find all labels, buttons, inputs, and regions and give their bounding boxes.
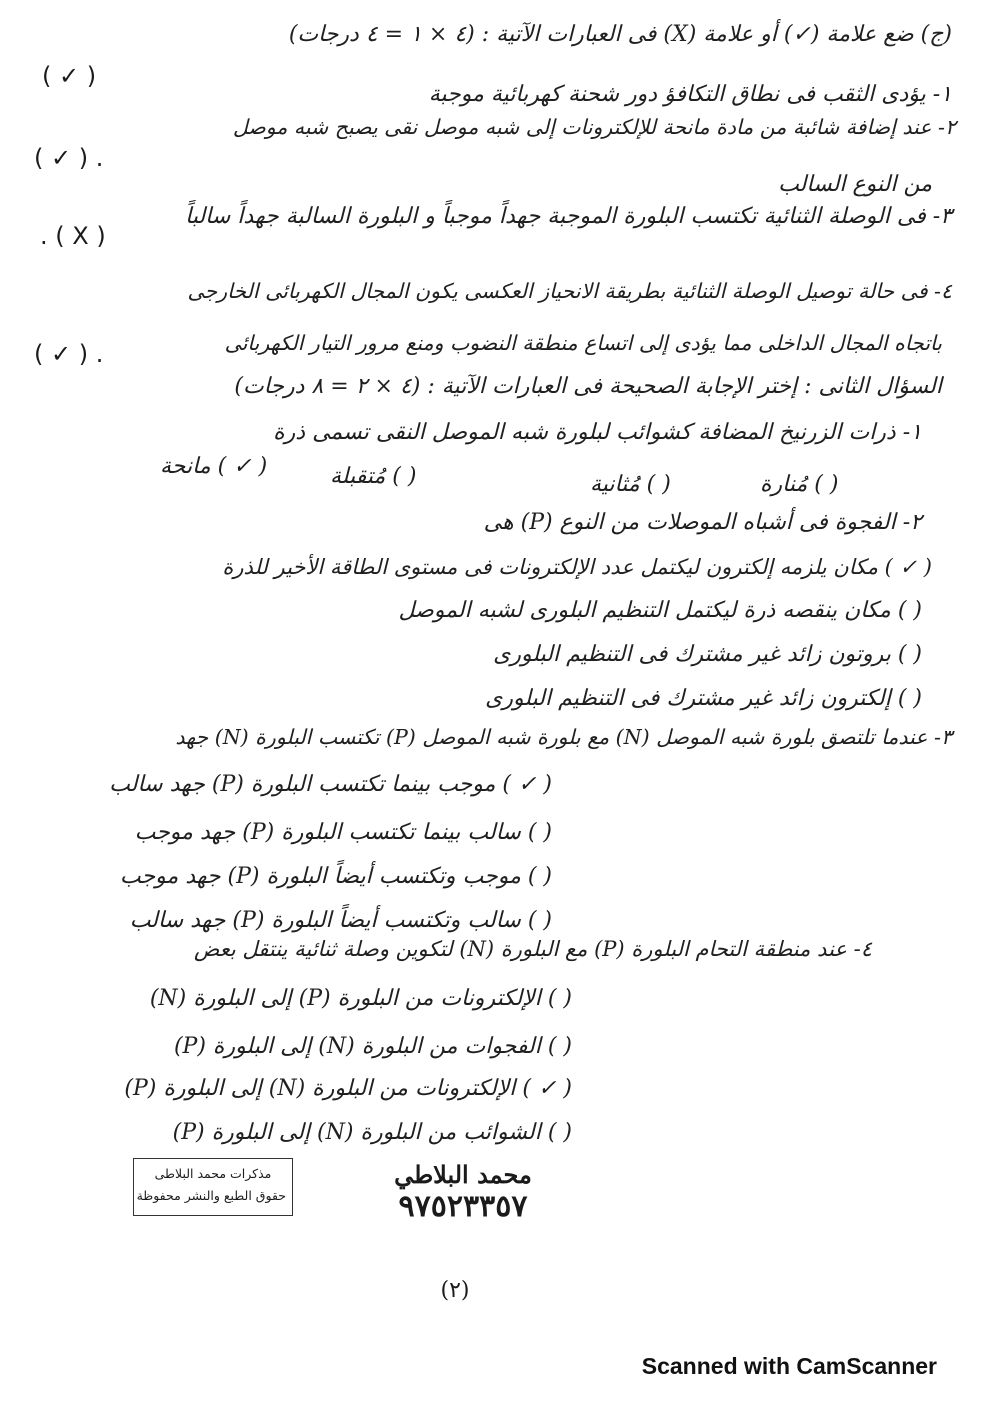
signature-block [368,1160,558,1224]
stamp-line-2: حقوق الطبع والنشر محفوظة [136,1188,286,1203]
answer-mark: ( ✓ ) [42,62,97,90]
answer-mark: ( ✓ ) . [34,340,104,368]
statement-4: ٤- فى حالة توصيل الوصلة الثنائية بطريقة الانحياز العكسى يكون المجال الكهربائى الخارجى [187,279,952,303]
section-c-heading: (ج) ضع علامة (✓) أو علامة (X) فى العبارات الآتية : (٤ × ١ = ٤ درجات) [288,22,952,47]
q2-item-4-stem: ٤- عند منطقة التحام البلورة (P) مع البلورة (N) لتكوين وصلة ثنائية ينتقل بعض [194,937,872,961]
q2-item-3-option: ( ) سالب وتكتسب أيضاً البلورة (P) جهد سالب [129,908,552,933]
q2-item-4-option: ( ) الإلكترونات من البلورة (P) إلى البلورة (N) [149,986,572,1011]
q2-item-1-option: ( ) مُثانية [590,472,671,497]
q2-item-2-option: ( ) إلكترون زائد غير مشترك فى التنظيم البلورى [485,686,922,711]
q2-item-3-option: ( ) موجب وتكتسب أيضاً البلورة (P) جهد موجب [119,864,552,889]
statement-4-continuation: باتجاه المجال الداخلى مما يؤدى إلى اتساع منطقة النضوب ومنع مرور التيار الكهربائى [224,331,942,355]
q2-item-1-option: ( ) مُتقبلة [330,464,417,489]
copyright-stamp [133,1158,293,1216]
q2-item-4-option-selected: ( ✓ ) الإلكترونات من البلورة (N) إلى البلورة (P) [124,1076,572,1101]
statement-2-continuation: من النوع السالب [778,172,932,197]
q2-item-1-option: ( ) مُنارة [760,472,839,497]
q2-item-3-stem: ٣- عندما تلتصق بلورة شبه الموصل (N) مع بلورة شبه الموصل (P) تكتسب البلورة (N) جهد [175,725,952,749]
statement-2: ٢- عند إضافة شائبة من مادة مانحة للإلكترونات إلى شبه موصل نقى يصبح شبه موصل [232,115,956,139]
answer-mark: ( ✓ ) . [34,144,104,172]
q2-item-3-option: ( ) سالب بينما تكتسب البلورة (P) جهد موجب [134,820,552,845]
q2-item-1-option-selected: ( ✓ ) مانحة [160,454,268,479]
q2-item-2-option: ( ) بروتون زائد غير مشترك فى التنظيم البلورى [493,642,922,667]
signature-name: محمد البلاطي [394,1160,532,1189]
stamp-line-1: مذكرات محمد البلاطى [154,1166,272,1181]
q2-item-3-option-selected: ( ✓ ) موجب بينما تكتسب البلورة (P) جهد سالب [109,772,552,797]
answer-mark: . ( X ) [40,222,106,250]
q2-item-2-stem: ٢- الفجوة فى أشباه الموصلات من النوع (P) هى [483,510,922,535]
q2-item-4-option: ( ) الشوائب من البلورة (N) إلى البلورة (P) [172,1120,572,1145]
camscanner-footer: Scanned with CamScanner [641,1353,937,1379]
q2-item-2-option: ( ) مكان ينقصه ذرة ليكتمل التنظيم البلورى لشبه الموصل [398,598,922,623]
statement-1: ١- يؤدى الثقب فى نطاق التكافؤ دور شحنة كهربائية موجبة [428,82,952,107]
q2-item-1-stem: ١- ذرات الزرنيخ المضافة كشوائب لبلورة شبه الموصل النقى تسمى ذرة [273,420,922,445]
page-number: (٢) [440,1278,470,1303]
q2-item-2-option-selected: ( ✓ ) مكان يلزمه إلكترون ليكتمل عدد الإلكترونات فى مستوى الطاقة الأخير للذرة [222,555,932,579]
statement-3: ٣- فى الوصلة الثنائية تكتسب البلورة الموجبة جهداً موجباً و البلورة السالبة جهداً سالباً [185,204,952,229]
question-2-heading: السؤال الثانى : إختر الإجابة الصحيحة فى العبارات الآتية : (٤ × ٢ = ٨ درجات) [234,374,942,399]
signature-phone: ٩٧٥٢٣٣٥٧ [398,1189,528,1224]
q2-item-4-option: ( ) الفجوات من البلورة (N) إلى البلورة (P) [173,1034,572,1059]
